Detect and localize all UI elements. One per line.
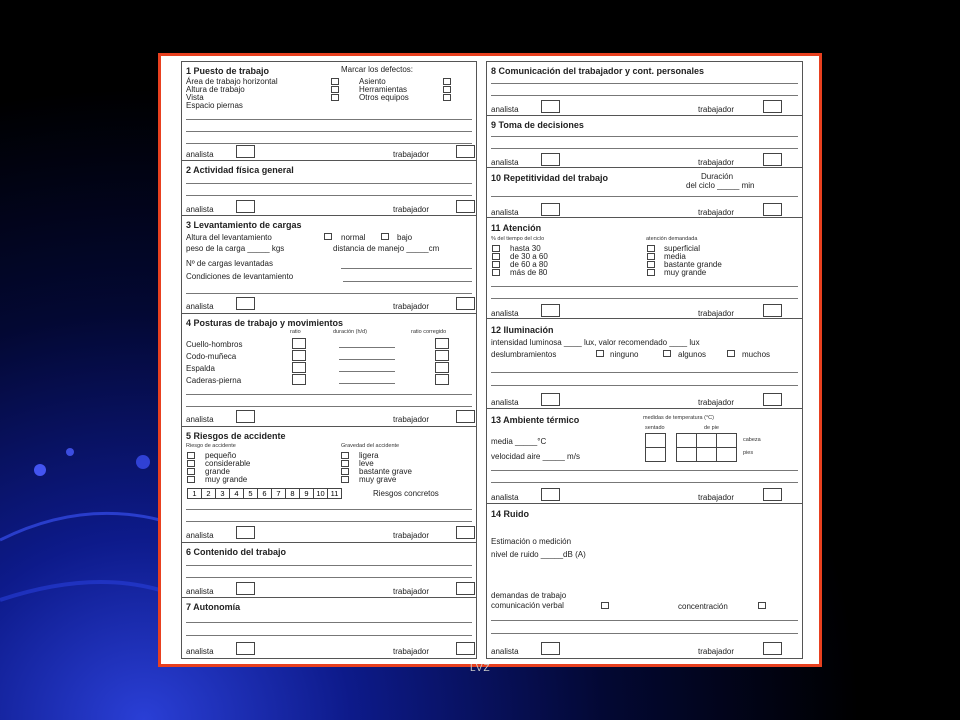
velocidad-field[interactable]: velocidad aire _____ m/s — [491, 452, 580, 461]
footer-text: LVZ — [470, 663, 491, 674]
trabajador-rating-box[interactable] — [456, 145, 475, 158]
ratio-box[interactable] — [292, 350, 306, 361]
tiempo-label: de 60 a 80 — [510, 260, 548, 269]
write-line[interactable] — [491, 136, 798, 137]
trabajador-label: trabajador — [698, 309, 735, 318]
risk-number-cell[interactable]: 1 — [187, 488, 202, 499]
concentracion-checkbox[interactable] — [758, 602, 766, 609]
temp-cell[interactable] — [676, 447, 697, 462]
section-title: 12 Iluminación — [491, 325, 554, 335]
analista-label: analista — [491, 398, 519, 407]
defect-checkbox[interactable] — [443, 94, 451, 101]
trabajador-rating-box[interactable] — [763, 393, 782, 406]
analista-rating-box[interactable] — [236, 642, 255, 655]
write-line[interactable] — [186, 143, 472, 144]
defect-checkbox[interactable] — [331, 94, 339, 101]
risk-number-row — [188, 488, 342, 499]
trabajador-rating-box[interactable] — [763, 153, 782, 166]
item-label: Otros equipos — [359, 93, 409, 102]
analista-label: analista — [491, 105, 519, 114]
riesgo-checkbox[interactable] — [187, 460, 195, 467]
corregido-header: ratio corregido — [411, 329, 447, 335]
normal-label: normal — [341, 233, 366, 242]
riesgo-checkbox[interactable] — [187, 468, 195, 475]
condiciones-label: Condiciones de levantamiento — [186, 272, 294, 281]
posture-label: Espalda — [186, 364, 215, 373]
duracion-line[interactable] — [339, 371, 395, 372]
riesgo-label: pequeño — [205, 451, 237, 460]
risk-number-cell[interactable]: 9 — [299, 488, 314, 499]
section-actividad-fisica — [181, 161, 477, 216]
gravedad-label: ligera — [359, 451, 379, 460]
write-line[interactable] — [186, 394, 472, 395]
sentado-label: sentado — [645, 425, 665, 431]
tiempo-checkbox[interactable] — [492, 245, 500, 252]
temp-cell[interactable] — [696, 447, 717, 462]
risk-number-cell[interactable]: 11 — [327, 488, 342, 499]
depie-label: de pie — [704, 425, 719, 431]
riesgo-checkbox[interactable] — [187, 452, 195, 459]
demandas-label: demandas de trabajo — [491, 591, 567, 600]
analista-label: analista — [491, 309, 519, 318]
write-line[interactable] — [186, 577, 472, 578]
riesgo-label: considerable — [205, 459, 251, 468]
form-frame — [158, 53, 822, 667]
medidas-label: medidas de temperatura (°C) — [643, 415, 714, 421]
trabajador-label: trabajador — [698, 158, 735, 167]
write-line[interactable] — [491, 95, 798, 96]
write-line[interactable] — [186, 195, 472, 196]
trabajador-rating-box[interactable] — [456, 526, 475, 539]
trabajador-rating-box[interactable] — [456, 297, 475, 310]
analista-label: analista — [491, 493, 519, 502]
risk-number-cell[interactable]: 10 — [313, 488, 328, 499]
bajo-label: bajo — [397, 233, 413, 242]
analista-label: analista — [186, 302, 214, 311]
evaluation-form — [161, 56, 819, 664]
write-line[interactable] — [491, 286, 798, 287]
trabajador-rating-box[interactable] — [763, 642, 782, 655]
section-puesto-de-trabajo — [181, 61, 477, 161]
analista-rating-box[interactable] — [236, 200, 255, 213]
item-label: Asiento — [359, 77, 386, 86]
duracion-line[interactable] — [339, 347, 395, 348]
trabajador-rating-box[interactable] — [456, 642, 475, 655]
analista-rating-box[interactable] — [541, 203, 560, 216]
duracion-line[interactable] — [339, 359, 395, 360]
analista-rating-box[interactable] — [541, 304, 560, 317]
ratio-box[interactable] — [292, 374, 306, 385]
algunos-label: algunos — [678, 350, 707, 359]
analista-rating-box[interactable] — [541, 642, 560, 655]
analista-rating-box[interactable] — [541, 488, 560, 501]
analista-label: analista — [186, 531, 214, 540]
item-label: Herramientas — [359, 85, 408, 94]
trabajador-label: trabajador — [393, 531, 430, 540]
num-cargas-label: Nº de cargas levantadas — [186, 259, 273, 268]
write-line[interactable] — [491, 470, 798, 471]
analista-rating-box[interactable] — [236, 145, 255, 158]
analista-rating-box[interactable] — [541, 100, 560, 113]
ninguno-label: ninguno — [610, 350, 639, 359]
risk-number-cell[interactable]: 4 — [229, 488, 244, 499]
ciclo-field[interactable]: del ciclo _____ min — [686, 181, 755, 190]
write-line[interactable] — [186, 521, 472, 522]
concentracion-label: concentración — [678, 602, 728, 611]
mark-defects-label: Marcar los defectos: — [341, 65, 414, 74]
trabajador-rating-box[interactable] — [456, 582, 475, 595]
cabeza-label: cabeza — [743, 437, 761, 443]
trabajador-rating-box[interactable] — [763, 304, 782, 317]
trabajador-rating-box[interactable] — [763, 488, 782, 501]
temp-cell[interactable] — [696, 433, 717, 448]
analista-label: analista — [491, 208, 519, 217]
trabajador-label: trabajador — [698, 105, 735, 114]
atencion-label: media — [664, 252, 686, 261]
gravedad-label: muy grave — [359, 475, 397, 484]
write-line[interactable] — [343, 281, 472, 282]
gravedad-checkbox[interactable] — [341, 452, 349, 459]
risk-number-cell[interactable]: 3 — [215, 488, 230, 499]
write-line[interactable] — [491, 372, 798, 373]
pies-label: pies — [743, 450, 754, 456]
item-label: Espacio piernas — [186, 101, 243, 110]
risk-number-cell[interactable]: 7 — [271, 488, 286, 499]
riesgo-label: muy grande — [205, 475, 248, 484]
section-toma-decisiones — [486, 116, 803, 168]
analista-rating-box[interactable] — [541, 153, 560, 166]
trabajador-label: trabajador — [698, 398, 735, 407]
atencion-checkbox[interactable] — [647, 245, 655, 252]
defect-checkbox[interactable] — [443, 86, 451, 93]
temp-cell[interactable] — [716, 447, 737, 462]
analista-rating-box[interactable] — [236, 526, 255, 539]
write-line[interactable] — [341, 268, 472, 269]
trabajador-label: trabajador — [698, 208, 735, 217]
section-title: 8 Comunicación del trabajador y cont. personales — [491, 66, 705, 76]
riesgo-checkbox[interactable] — [187, 476, 195, 483]
write-line[interactable] — [491, 148, 798, 149]
analista-label: analista — [186, 587, 214, 596]
normal-checkbox[interactable] — [324, 233, 332, 240]
section-contenido-trabajo — [181, 543, 477, 598]
muchos-checkbox[interactable] — [727, 350, 735, 357]
analista-label: analista — [186, 415, 214, 424]
section-comunicacion — [486, 61, 803, 116]
item-label: Altura de trabajo — [186, 85, 245, 94]
trabajador-label: trabajador — [393, 647, 430, 656]
peso-field[interactable]: peso de la carga _____ kgs — [186, 244, 285, 253]
tiempo-checkbox[interactable] — [492, 261, 500, 268]
riesgo-header: Riesgo de accidente — [186, 443, 236, 449]
item-label: Vista — [186, 93, 204, 102]
defect-checkbox[interactable] — [331, 78, 339, 85]
atencion-header: atención demandada — [646, 236, 698, 242]
atencion-checkbox[interactable] — [647, 261, 655, 268]
tiempo-checkbox[interactable] — [492, 269, 500, 276]
corregido-box[interactable] — [435, 350, 449, 361]
section-title: 10 Repetitividad del trabajo — [491, 173, 609, 183]
analista-rating-box[interactable] — [541, 393, 560, 406]
write-line[interactable] — [491, 298, 798, 299]
duracion-header: duración (h/d) — [333, 329, 367, 335]
depie-temp-grid — [677, 434, 737, 462]
risk-number-cell[interactable]: 8 — [285, 488, 300, 499]
section-title: 14 Ruido — [491, 509, 530, 519]
trabajador-rating-box[interactable] — [763, 100, 782, 113]
write-line[interactable] — [491, 620, 798, 621]
algunos-checkbox[interactable] — [663, 350, 671, 357]
section-title: 1 Puesto de trabajo — [186, 66, 270, 76]
write-line[interactable] — [186, 635, 472, 636]
atencion-checkbox[interactable] — [647, 253, 655, 260]
section-riesgos-accidente — [181, 427, 477, 543]
tiempo-label: más de 80 — [510, 268, 548, 277]
trabajador-label: trabajador — [393, 150, 430, 159]
section-levantamiento-cargas — [181, 216, 477, 314]
section-title: 3 Levantamiento de cargas — [186, 220, 302, 230]
trabajador-label: trabajador — [393, 587, 430, 596]
analista-label: analista — [491, 158, 519, 167]
trabajador-rating-box[interactable] — [456, 410, 475, 423]
analista-label: analista — [491, 647, 519, 656]
trabajador-rating-box[interactable] — [456, 200, 475, 213]
section-autonomia — [181, 598, 477, 660]
trabajador-label: trabajador — [393, 205, 430, 214]
section-title: 4 Posturas de trabajo y movimientos — [186, 318, 344, 328]
trabajador-label: trabajador — [698, 493, 735, 502]
risk-number-cell[interactable]: 2 — [201, 488, 216, 499]
defect-checkbox[interactable] — [443, 78, 451, 85]
analista-rating-box[interactable] — [236, 582, 255, 595]
tiempo-label: de 30 a 60 — [510, 252, 548, 261]
section-title: 2 Actividad física general — [186, 165, 294, 175]
section-ambiente-termico — [486, 409, 803, 504]
analista-label: analista — [186, 150, 214, 159]
write-line[interactable] — [491, 83, 798, 84]
section-atencion — [486, 218, 803, 319]
item-label: Área de trabajo horizontal — [186, 77, 278, 86]
gravedad-checkbox[interactable] — [341, 460, 349, 467]
section-title: 11 Atención — [491, 223, 542, 233]
atencion-label: superficial — [664, 244, 701, 253]
ratio-box[interactable] — [292, 338, 306, 349]
section-posturas — [181, 314, 477, 427]
ninguno-checkbox[interactable] — [596, 350, 604, 357]
trabajador-rating-box[interactable] — [763, 203, 782, 216]
section-title: 9 Toma de decisiones — [491, 120, 584, 130]
write-line[interactable] — [186, 183, 472, 184]
trabajador-label: trabajador — [393, 415, 430, 424]
analista-rating-box[interactable] — [236, 410, 255, 423]
section-ruido — [486, 504, 803, 660]
ratio-header: ratio — [290, 329, 301, 335]
comunicacion-label: comunicación verbal — [491, 601, 564, 610]
intensidad-field[interactable]: intensidad luminosa ____ lux, valor recomendado ____ lux — [491, 338, 700, 347]
temp-cell[interactable] — [645, 433, 666, 448]
riesgo-label: grande — [205, 467, 230, 476]
analista-rating-box[interactable] — [236, 297, 255, 310]
nivel-field[interactable]: nivel de ruido _____dB (A) — [491, 550, 586, 559]
trabajador-label: trabajador — [393, 302, 430, 311]
write-line[interactable] — [186, 131, 472, 132]
section-repetitividad — [486, 168, 803, 218]
gravedad-header: Gravedad del accidente — [341, 443, 400, 449]
section-title: 5 Riesgos de accidente — [186, 431, 286, 441]
gravedad-checkbox[interactable] — [341, 476, 349, 483]
posture-label: Caderas-pierna — [186, 376, 242, 385]
altura-label: Altura del levantamiento — [186, 233, 272, 242]
posture-label: Codo-muñeca — [186, 352, 237, 361]
sentado-temp-grid — [646, 434, 666, 462]
distancia-field[interactable]: distancia de manejo _____cm — [333, 244, 440, 253]
analista-label: analista — [186, 205, 214, 214]
gravedad-label: leve — [359, 459, 374, 468]
atencion-label: muy grande — [664, 268, 707, 277]
temp-cell[interactable] — [645, 447, 666, 462]
duracion-line[interactable] — [339, 383, 395, 384]
section-title: 13 Ambiente térmico — [491, 415, 580, 425]
tiempo-checkbox[interactable] — [492, 253, 500, 260]
atencion-checkbox[interactable] — [647, 269, 655, 276]
atencion-label: bastante grande — [664, 260, 722, 269]
write-line[interactable] — [186, 119, 472, 120]
right-column — [486, 61, 803, 659]
section-title: 6 Contenido del trabajo — [186, 547, 287, 557]
write-line[interactable] — [186, 509, 472, 510]
write-line[interactable] — [186, 406, 472, 407]
temp-cell[interactable] — [716, 433, 737, 448]
trabajador-label: trabajador — [698, 647, 735, 656]
risk-number-cell[interactable]: 6 — [257, 488, 272, 499]
risk-number-cell[interactable]: 5 — [243, 488, 258, 499]
temp-cell[interactable] — [676, 433, 697, 448]
corregido-box[interactable] — [435, 338, 449, 349]
posture-label: Cuello-hombros — [186, 340, 243, 349]
corregido-box[interactable] — [435, 362, 449, 373]
estimacion-label: Estimación o medición — [491, 537, 572, 546]
write-line[interactable] — [491, 482, 798, 483]
section-iluminacion — [486, 319, 803, 409]
defect-checkbox[interactable] — [331, 86, 339, 93]
left-column — [181, 61, 477, 659]
write-line[interactable] — [491, 385, 798, 386]
muchos-label: muchos — [742, 350, 771, 359]
deslumbramientos-label: deslumbramientos — [491, 350, 557, 359]
corregido-box[interactable] — [435, 374, 449, 385]
write-line[interactable] — [186, 622, 472, 623]
bajo-checkbox[interactable] — [381, 233, 389, 240]
ratio-box[interactable] — [292, 362, 306, 373]
duracion-label: Duración — [701, 172, 734, 181]
write-line[interactable] — [186, 293, 472, 294]
media-field[interactable]: media _____°C — [491, 437, 547, 446]
section-title: 7 Autonomía — [186, 602, 241, 612]
write-line[interactable] — [491, 196, 798, 197]
tiempo-header: % del tiempo del ciclo — [491, 236, 545, 242]
gravedad-checkbox[interactable] — [341, 468, 349, 475]
analista-label: analista — [186, 647, 214, 656]
write-line[interactable] — [491, 633, 798, 634]
write-line[interactable] — [186, 565, 472, 566]
tiempo-label: hasta 30 — [510, 244, 541, 253]
comunicacion-checkbox[interactable] — [601, 602, 609, 609]
riesgos-concretos-label: Riesgos concretos — [373, 489, 439, 498]
gravedad-label: bastante grave — [359, 467, 412, 476]
